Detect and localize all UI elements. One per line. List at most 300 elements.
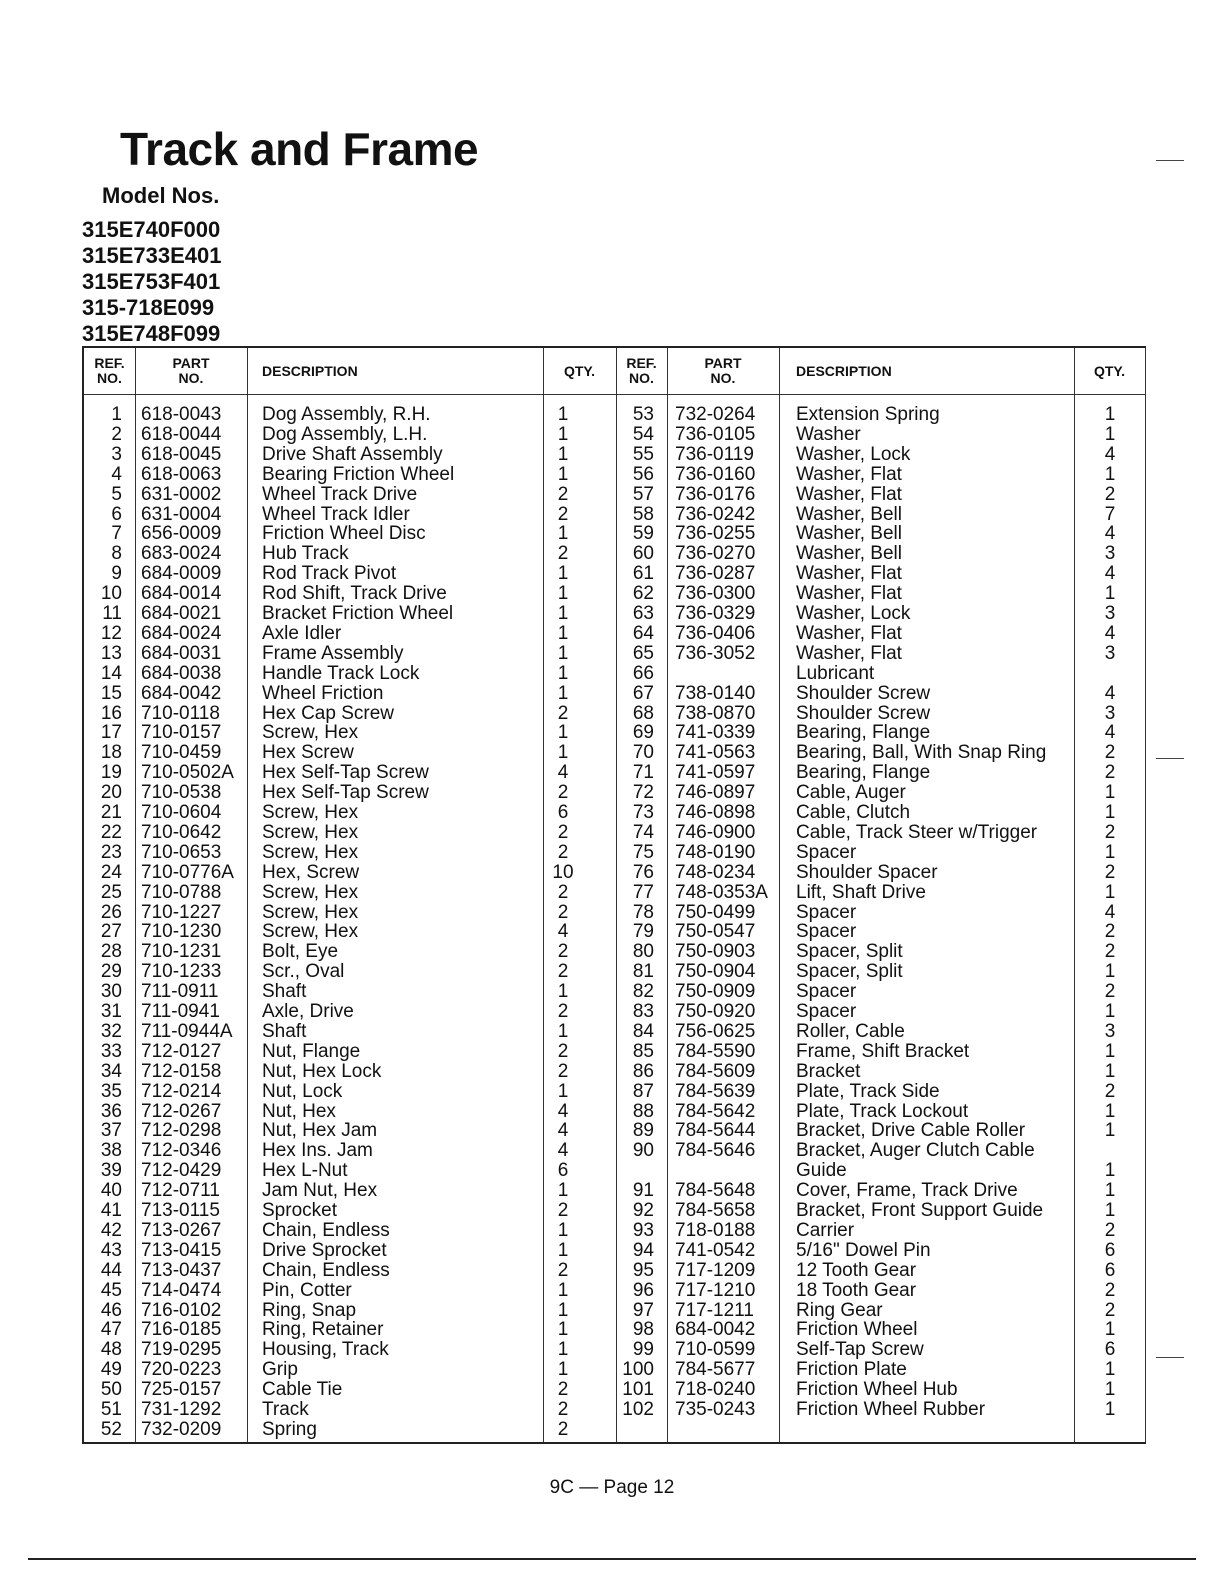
ref-no-cell: 27 xyxy=(100,921,122,943)
qty-cell: 1 xyxy=(557,981,569,1003)
ref-no-cell: 70 xyxy=(632,742,654,764)
table-row xyxy=(84,783,1146,803)
description-cell: Bracket Friction Wheel xyxy=(262,603,454,624)
qty-cell: 6 xyxy=(1104,1339,1116,1361)
part-no-cell: 738-0140 xyxy=(675,682,756,704)
description-cell: Shaft xyxy=(262,1020,307,1042)
part-no-cell: 719-0295 xyxy=(141,1339,222,1361)
qty-cell: 1 xyxy=(1104,782,1116,804)
qty-cell: 2 xyxy=(1104,483,1116,505)
description-cell: Dog Assembly, R.H. xyxy=(262,404,431,425)
description-cell: Sprocket xyxy=(262,1200,337,1221)
table-row xyxy=(84,1082,1146,1102)
qty-cell: 6 xyxy=(557,802,569,823)
part-no-cell: 784-5639 xyxy=(675,1080,756,1102)
table-row xyxy=(84,1420,1146,1440)
ref-no-cell: 43 xyxy=(100,1239,122,1261)
description-cell: Carrier xyxy=(796,1219,855,1241)
table-row xyxy=(84,1281,1146,1301)
ref-no-cell: 14 xyxy=(100,662,122,684)
part-no-cell: 741-0339 xyxy=(675,722,756,744)
ref-no-cell: 100 xyxy=(622,1359,654,1381)
part-no-cell: 631-0002 xyxy=(141,483,222,505)
ref-no-cell: 97 xyxy=(632,1299,654,1321)
part-no-cell: 684-0014 xyxy=(141,583,222,605)
part-no-cell: 736-0270 xyxy=(675,543,756,565)
ref-no-cell: 77 xyxy=(632,881,654,903)
qty-cell: 4 xyxy=(557,1100,569,1122)
ref-no-cell: 36 xyxy=(100,1100,122,1122)
ref-no-cell: 74 xyxy=(632,821,654,843)
description-cell: Washer, Flat xyxy=(796,463,902,485)
qty-cell: 2 xyxy=(1104,742,1116,764)
ref-no-cell: 57 xyxy=(632,483,654,505)
ref-no-cell: 78 xyxy=(632,901,654,923)
model-heading: Model Nos. xyxy=(102,183,220,208)
description-cell: Wheel Track Idler xyxy=(262,503,410,525)
description-cell: Frame, Shift Bracket xyxy=(796,1040,970,1062)
ref-no-cell: 68 xyxy=(632,702,654,724)
qty-cell: 2 xyxy=(557,821,569,843)
description-cell: Nut, Lock xyxy=(262,1080,343,1102)
header-divider xyxy=(84,394,1146,395)
part-no-cell: 718-0188 xyxy=(675,1219,756,1241)
ref-no-cell: 23 xyxy=(100,841,122,863)
ref-no-cell: 6 xyxy=(111,503,122,525)
description-cell: Jam Nut, Hex xyxy=(262,1180,378,1202)
description-cell: Axle Idler xyxy=(262,622,342,644)
parts-table xyxy=(82,346,1146,1444)
description-cell: Bearing Friction Wheel xyxy=(262,463,455,485)
table-row xyxy=(84,524,1146,544)
description-cell: Hex Ins. Jam xyxy=(262,1140,373,1162)
description-cell: Spacer xyxy=(796,841,857,863)
qty-cell: 2 xyxy=(1104,941,1116,963)
part-no-cell: 684-0038 xyxy=(141,662,222,684)
description-cell: Screw, Hex xyxy=(262,921,359,943)
qty-cell: 1 xyxy=(557,1219,569,1241)
ref-no-cell: 81 xyxy=(632,961,654,983)
qty-cell: 4 xyxy=(1104,901,1116,923)
margin-mark xyxy=(1156,160,1184,161)
description-cell: Grip xyxy=(262,1359,298,1381)
table-row xyxy=(84,1141,1146,1161)
part-no-cell: 618-0045 xyxy=(141,443,222,465)
part-no-cell: 736-0300 xyxy=(675,583,756,605)
qty-cell: 1 xyxy=(557,682,569,704)
qty-cell: 1 xyxy=(1104,1359,1116,1381)
description-cell: 5/16" Dowel Pin xyxy=(796,1239,931,1261)
part-no-cell: 712-0214 xyxy=(141,1080,222,1102)
description-cell: Self-Tap Screw xyxy=(796,1339,924,1361)
ref-no-cell: 48 xyxy=(100,1339,122,1361)
table-row xyxy=(84,704,1146,724)
table-row xyxy=(84,1181,1146,1201)
description-cell: Rod Track Pivot xyxy=(262,563,397,585)
description-cell: Hex Screw xyxy=(262,742,354,764)
part-no-cell: 713-0437 xyxy=(141,1259,222,1281)
part-no-cell: 716-0185 xyxy=(141,1319,222,1341)
description-cell: Washer, Flat xyxy=(796,483,902,505)
description-cell: Friction Wheel Disc xyxy=(262,523,426,545)
part-no-cell: 736-0406 xyxy=(675,622,756,644)
description-cell: Handle Track Lock xyxy=(262,662,420,684)
table-row xyxy=(84,1380,1146,1400)
description-cell: Bracket, Drive Cable Roller xyxy=(796,1120,1026,1142)
qty-cell: 1 xyxy=(557,1279,569,1301)
part-no-cell: 683-0024 xyxy=(141,543,222,565)
table-row xyxy=(84,564,1146,584)
description-cell: Bracket xyxy=(796,1060,861,1082)
qty-cell: 2 xyxy=(557,1200,569,1221)
description-cell: Lift, Shaft Drive xyxy=(796,881,926,903)
ref-no-cell: 46 xyxy=(100,1299,122,1321)
part-no-cell: 712-0127 xyxy=(141,1040,222,1062)
qty-cell: 6 xyxy=(557,1160,569,1182)
qty-cell: 2 xyxy=(557,841,569,863)
ref-no-cell: 102 xyxy=(622,1399,654,1420)
part-no-cell: 731-1292 xyxy=(141,1399,222,1420)
ref-no-cell: 49 xyxy=(100,1359,122,1381)
part-no-cell: 736-0242 xyxy=(675,503,756,525)
ref-no-cell: 51 xyxy=(100,1399,122,1420)
qty-cell: 2 xyxy=(1104,1219,1116,1241)
table-row xyxy=(84,803,1146,823)
qty-cell: 1 xyxy=(1104,881,1116,903)
table-row xyxy=(84,425,1146,445)
table-row xyxy=(84,1042,1146,1062)
ref-no-cell: 24 xyxy=(100,861,122,883)
part-no-cell: 710-0118 xyxy=(141,702,220,724)
ref-no-cell: 96 xyxy=(632,1279,654,1301)
qty-cell: 2 xyxy=(1104,1279,1116,1301)
qty-cell: 2 xyxy=(557,1379,569,1401)
part-no-cell: 710-0604 xyxy=(141,802,222,823)
qty-cell: 1 xyxy=(557,443,569,465)
description-cell: Pin, Cotter xyxy=(262,1279,352,1301)
ref-no-cell: 11 xyxy=(102,603,122,624)
qty-cell: 1 xyxy=(1104,1100,1116,1122)
qty-cell: 2 xyxy=(1104,921,1116,943)
part-no-cell: 712-0711 xyxy=(141,1180,220,1202)
header-description: DESCRIPTION xyxy=(796,362,892,379)
table-row xyxy=(84,763,1146,783)
qty-cell: 4 xyxy=(1104,563,1116,585)
description-cell: Washer xyxy=(796,423,861,445)
qty-cell: 3 xyxy=(1104,603,1116,624)
model-list xyxy=(82,217,221,347)
ref-no-cell: 34 xyxy=(100,1060,122,1082)
table-row xyxy=(84,743,1146,763)
qty-cell: 1 xyxy=(1104,1200,1116,1221)
part-no-cell: 784-5590 xyxy=(675,1040,756,1062)
qty-cell: 1 xyxy=(1104,1180,1116,1202)
qty-cell: 3 xyxy=(1104,543,1116,565)
description-cell: Washer, Bell xyxy=(796,503,902,525)
qty-cell: 1 xyxy=(1104,1399,1116,1420)
ref-no-cell: 83 xyxy=(632,1001,654,1022)
ref-no-cell: 1 xyxy=(111,404,122,425)
part-no-cell: 784-5648 xyxy=(675,1180,756,1202)
ref-no-cell: 37 xyxy=(100,1120,122,1142)
qty-cell: 1 xyxy=(557,1299,569,1321)
qty-cell: 1 xyxy=(1104,961,1116,983)
description-cell: Washer, Lock xyxy=(796,443,911,465)
ref-no-cell: 91 xyxy=(632,1180,654,1202)
part-no-cell: 736-0160 xyxy=(675,463,756,485)
header-ref-no xyxy=(616,348,667,394)
ref-no-cell: 19 xyxy=(100,762,122,784)
ref-no-cell: 30 xyxy=(100,981,122,1003)
qty-cell: 1 xyxy=(1104,463,1116,485)
ref-no-cell: 35 xyxy=(100,1080,122,1102)
qty-cell: 3 xyxy=(1104,1020,1116,1042)
qty-cell: 2 xyxy=(1104,861,1116,883)
description-cell: Roller, Cable xyxy=(796,1020,905,1042)
qty-cell: 4 xyxy=(1104,722,1116,744)
table-row xyxy=(84,962,1146,982)
part-no-cell: 735-0243 xyxy=(675,1399,756,1420)
part-no-cell: 732-0264 xyxy=(675,404,756,425)
qty-cell: 1 xyxy=(557,583,569,605)
description-cell: Housing, Track xyxy=(262,1339,389,1361)
description-cell: Track xyxy=(262,1399,309,1420)
table-row xyxy=(84,624,1146,644)
description-cell: Screw, Hex xyxy=(262,841,359,863)
ref-no-cell: 31 xyxy=(100,1001,122,1022)
table-row xyxy=(84,723,1146,743)
ref-no-cell: 72 xyxy=(632,782,654,804)
description-cell: Wheel Track Drive xyxy=(262,483,418,505)
table-row xyxy=(84,863,1146,883)
description-cell: Shoulder Screw xyxy=(796,702,931,724)
ref-no-cell: 13 xyxy=(100,642,122,664)
description-cell: 12 Tooth Gear xyxy=(796,1259,917,1281)
description-cell: Washer, Bell xyxy=(796,543,902,565)
description-cell: Extension Spring xyxy=(796,404,940,425)
part-no-cell: 716-0102 xyxy=(141,1299,222,1321)
table-row xyxy=(84,1320,1146,1340)
qty-cell: 1 xyxy=(1104,1001,1116,1022)
qty-cell: 1 xyxy=(1104,841,1116,863)
ref-no-cell: 80 xyxy=(632,941,654,963)
ref-no-cell: 29 xyxy=(100,961,122,983)
part-no-cell: 711-0944A xyxy=(141,1020,233,1042)
header-ref-line2: NO. xyxy=(97,370,122,386)
qty-cell: 2 xyxy=(557,702,569,724)
model-number: 315E740F000 xyxy=(82,217,221,242)
table-row xyxy=(84,1400,1146,1420)
table-row xyxy=(84,684,1146,704)
part-no-cell: 736-3052 xyxy=(675,642,756,664)
qty-cell: 2 xyxy=(557,1040,569,1062)
part-no-cell: 784-5609 xyxy=(675,1060,756,1082)
qty-cell: 2 xyxy=(557,543,569,565)
description-cell: Plate, Track Lockout xyxy=(796,1100,969,1122)
qty-cell: 4 xyxy=(557,921,569,943)
part-no-cell: 717-1210 xyxy=(675,1279,756,1301)
description-cell: Nut, Flange xyxy=(262,1040,361,1062)
description-cell: Spacer xyxy=(796,981,857,1003)
part-no-cell: 736-0119 xyxy=(675,443,754,465)
part-no-cell: 711-0941 xyxy=(141,1001,220,1022)
part-no-cell: 750-0920 xyxy=(675,1001,756,1022)
description-cell: Chain, Endless xyxy=(262,1259,390,1281)
qty-cell: 2 xyxy=(557,961,569,983)
table-row xyxy=(84,485,1146,505)
qty-cell: 1 xyxy=(557,1180,569,1202)
qty-cell: 1 xyxy=(1104,802,1116,823)
description-cell: Washer, Flat xyxy=(796,642,902,664)
part-no-cell: 736-0105 xyxy=(675,423,756,445)
ref-no-cell: 101 xyxy=(622,1379,654,1401)
ref-no-cell: 84 xyxy=(632,1020,654,1042)
ref-no-cell: 47 xyxy=(100,1319,122,1341)
description-cell: Cable Tie xyxy=(262,1379,343,1401)
description-cell: Screw, Hex xyxy=(262,722,359,744)
part-no-cell: 713-0267 xyxy=(141,1219,222,1241)
part-no-cell: 746-0898 xyxy=(675,802,756,823)
ref-no-cell: 93 xyxy=(632,1219,654,1241)
margin-mark xyxy=(1156,1357,1184,1358)
qty-cell: 1 xyxy=(557,1339,569,1361)
description-cell: Screw, Hex xyxy=(262,821,359,843)
model-number: 315-718E099 xyxy=(82,295,215,320)
table-row xyxy=(84,1261,1146,1281)
ref-no-cell: 92 xyxy=(632,1200,654,1221)
table-row xyxy=(84,405,1146,425)
ref-no-cell: 33 xyxy=(100,1040,122,1062)
description-cell: Cable, Clutch xyxy=(796,802,911,823)
table-row xyxy=(84,903,1146,923)
ref-no-cell: 26 xyxy=(100,901,122,923)
qty-cell: 1 xyxy=(557,742,569,764)
ref-no-cell: 45 xyxy=(100,1279,122,1301)
table-row xyxy=(84,465,1146,485)
table-row xyxy=(84,1121,1146,1141)
part-no-cell: 748-0234 xyxy=(675,861,756,883)
qty-cell: 2 xyxy=(557,782,569,804)
qty-cell: 1 xyxy=(1104,1040,1116,1062)
description-cell: Bearing, Flange xyxy=(796,722,931,744)
qty-cell: 1 xyxy=(557,1239,569,1261)
part-no-cell: 712-0298 xyxy=(141,1120,222,1142)
description-cell: Friction Wheel Hub xyxy=(796,1379,958,1401)
description-cell: 18 Tooth Gear xyxy=(796,1279,917,1301)
ref-no-cell: 62 xyxy=(632,583,654,605)
qty-cell: 2 xyxy=(557,941,569,963)
description-cell: Bracket, Front Support Guide xyxy=(796,1200,1044,1221)
qty-cell: 1 xyxy=(1104,423,1116,445)
description-cell: Shoulder Screw xyxy=(796,682,931,704)
ref-no-cell: 8 xyxy=(111,543,122,565)
qty-cell: 1 xyxy=(557,722,569,744)
header-part-line2: NO. xyxy=(178,370,204,386)
part-no-cell: 684-0009 xyxy=(141,563,222,585)
description-cell: Spacer xyxy=(796,901,857,923)
qty-cell: 1 xyxy=(1104,1160,1116,1182)
description-cell: Axle, Drive xyxy=(262,1001,354,1022)
table-row xyxy=(84,1002,1146,1022)
description-cell: Screw, Hex xyxy=(262,901,359,923)
ref-no-cell: 99 xyxy=(632,1339,654,1361)
description-cell: Washer, Flat xyxy=(796,563,902,585)
qty-cell: 4 xyxy=(1104,443,1116,465)
table-row xyxy=(84,1201,1146,1221)
description-cell: Shaft xyxy=(262,981,307,1003)
table-row xyxy=(84,843,1146,863)
part-no-cell: 712-0346 xyxy=(141,1140,222,1162)
ref-no-cell: 98 xyxy=(632,1319,654,1341)
part-no-cell: 748-0190 xyxy=(675,841,756,863)
table-row xyxy=(84,1102,1146,1122)
qty-cell: 2 xyxy=(557,1399,569,1420)
part-no-cell: 756-0625 xyxy=(675,1020,756,1042)
table-row xyxy=(84,544,1146,564)
qty-cell: 2 xyxy=(557,881,569,903)
model-number: 315E733E401 xyxy=(82,243,222,268)
part-no-cell: 732-0209 xyxy=(141,1418,222,1440)
ref-no-cell: 79 xyxy=(632,921,654,943)
part-no-cell: 710-0599 xyxy=(675,1339,756,1361)
table-row xyxy=(84,942,1146,962)
qty-cell: 1 xyxy=(1104,1379,1116,1401)
part-no-cell: 750-0903 xyxy=(675,941,756,963)
table-row xyxy=(84,1241,1146,1261)
ref-no-cell: 59 xyxy=(632,523,654,545)
description-cell: Scr., Oval xyxy=(262,961,345,983)
table-row xyxy=(84,1161,1146,1181)
qty-cell: 1 xyxy=(557,423,569,445)
ref-no-cell: 44 xyxy=(100,1259,122,1281)
header-part-no xyxy=(135,348,247,394)
page-title: Track and Frame xyxy=(120,123,479,175)
description-cell: Spacer, Split xyxy=(796,961,903,983)
part-no-cell: 711-0911 xyxy=(141,981,219,1003)
header-ref-no xyxy=(84,348,135,394)
part-no-cell: 618-0043 xyxy=(141,404,222,425)
description-cell: Guide xyxy=(796,1160,847,1182)
description-cell: Bolt, Eye xyxy=(262,941,339,963)
description-cell: Cable, Track Steer w/Trigger xyxy=(796,821,1038,843)
part-no-cell: 741-0597 xyxy=(675,762,756,784)
part-no-cell: 656-0009 xyxy=(141,523,222,545)
table-row xyxy=(84,1301,1146,1321)
qty-cell: 1 xyxy=(1104,583,1116,605)
margin-mark xyxy=(1156,758,1184,759)
description-cell: Shoulder Spacer xyxy=(796,861,938,883)
part-no-cell: 710-1231 xyxy=(141,941,222,963)
ref-no-cell: 17 xyxy=(100,722,122,744)
qty-cell: 3 xyxy=(1104,702,1116,724)
qty-cell: 1 xyxy=(557,642,569,664)
header-part-line1: PART xyxy=(704,355,742,371)
ref-no-cell: 58 xyxy=(632,503,654,525)
ref-no-cell: 55 xyxy=(632,443,654,465)
ref-no-cell: 40 xyxy=(100,1180,122,1202)
description-cell: Hex L-Nut xyxy=(262,1160,348,1182)
ref-no-cell: 63 xyxy=(632,603,654,624)
header-ref-line1: REF. xyxy=(94,355,125,371)
part-no-cell: 720-0223 xyxy=(141,1359,222,1381)
part-no-cell: 684-0042 xyxy=(675,1319,756,1341)
part-no-cell: 784-5677 xyxy=(675,1359,756,1381)
part-no-cell: 750-0909 xyxy=(675,981,756,1003)
ref-no-cell: 82 xyxy=(632,981,654,1003)
description-cell: Nut, Hex Lock xyxy=(262,1060,382,1082)
part-no-cell: 736-0255 xyxy=(675,523,756,545)
header-description: DESCRIPTION xyxy=(262,362,358,379)
